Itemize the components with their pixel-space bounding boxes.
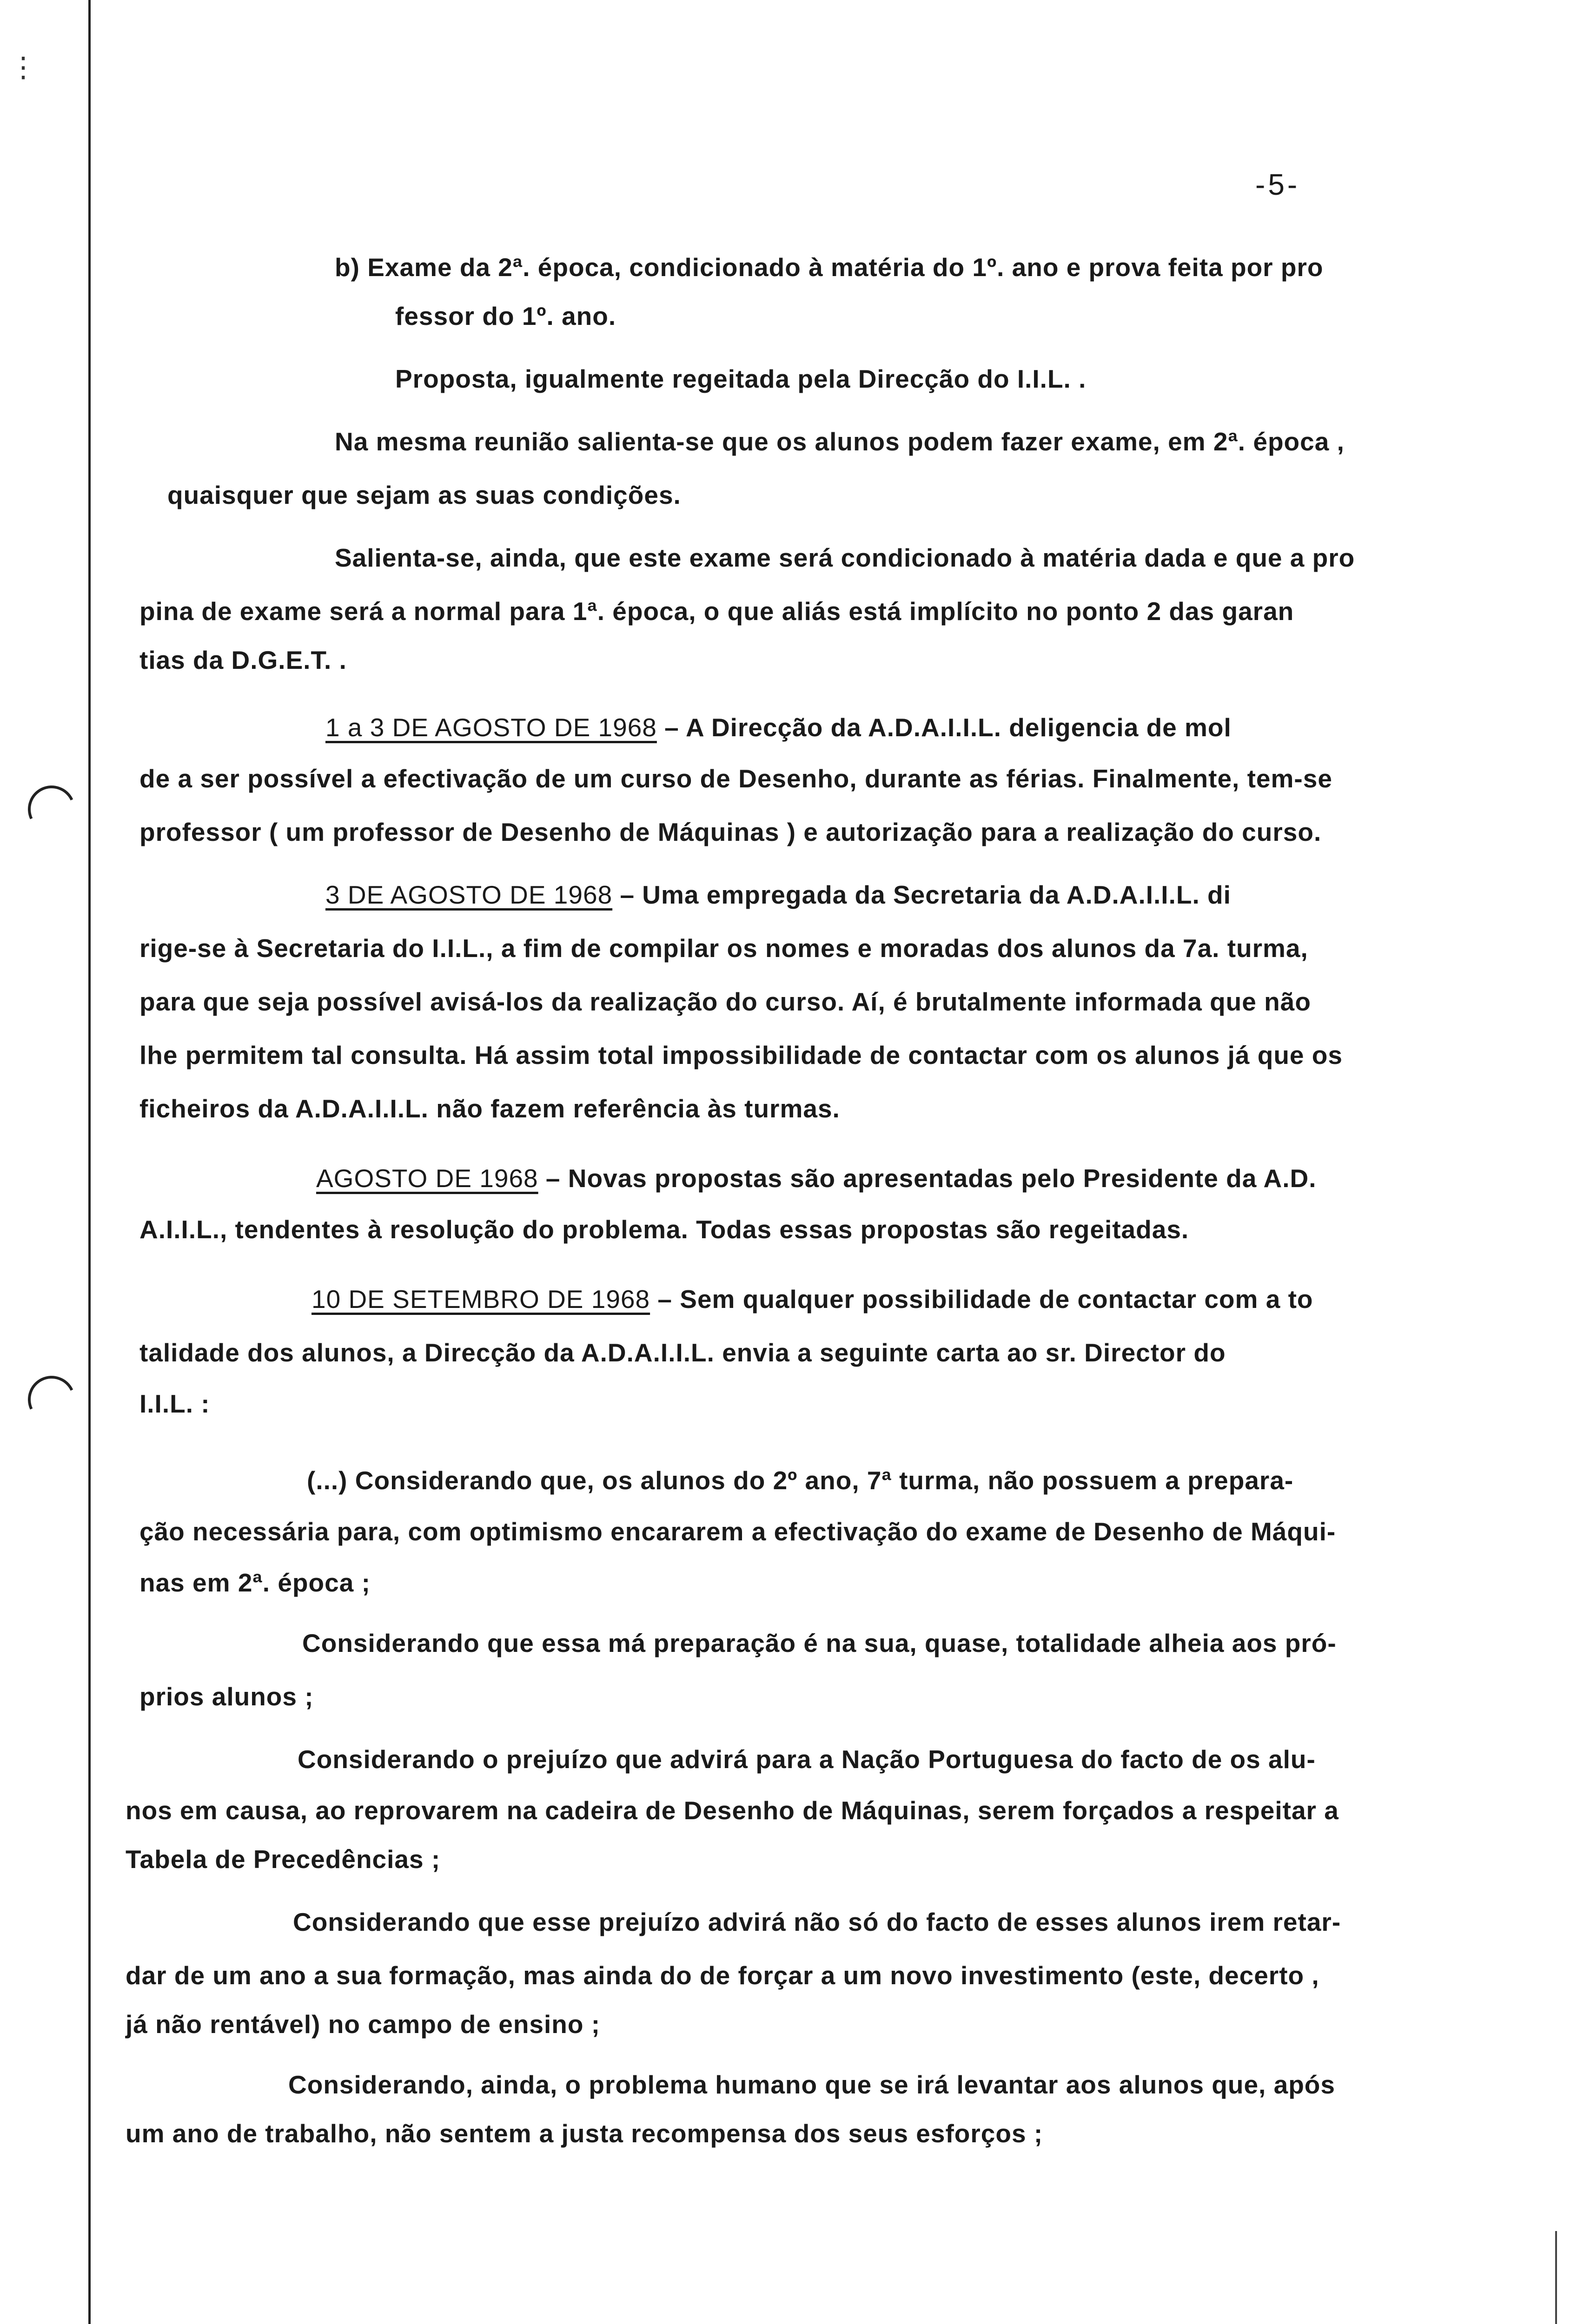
punch-hole-mark bbox=[21, 779, 82, 840]
text-line: Salienta-se, ainda, que este exame será condicionado à matéria dada e que a pro bbox=[335, 543, 1355, 572]
entry-date: AGOSTO DE 1968 bbox=[316, 1164, 538, 1193]
margin-mark: ⋮ bbox=[9, 52, 37, 83]
entry-text: – Sem qualquer possibilidade de contactar com a to bbox=[657, 1285, 1313, 1314]
letter-line: prios alunos ; bbox=[139, 1682, 314, 1711]
text-line: rige-se à Secretaria do I.I.L., a fim de compilar os nomes e moradas dos alunos da 7a. turma, bbox=[139, 934, 1308, 963]
text-line: b) Exame da 2ª. época, condicionado à matéria do 1º. ano e prova feita por pro bbox=[335, 253, 1324, 282]
entry-text: – Uma empregada da Secretaria da A.D.A.I.I.L. di bbox=[620, 880, 1231, 909]
letter-line: Considerando que essa má preparação é na sua, quase, totalidade alheia aos pró- bbox=[302, 1629, 1337, 1657]
letter-line: dar de um ano a sua formação, mas ainda do de forçar a um novo investimento (este, decerto , bbox=[126, 1961, 1319, 1990]
entry-date: 3 DE AGOSTO DE 1968 bbox=[325, 880, 613, 909]
letter-line: Tabela de Precedências ; bbox=[126, 1845, 441, 1874]
text-line: pina de exame será a normal para 1ª. época, o que aliás está implícito no ponto 2 das garan bbox=[139, 597, 1294, 626]
dated-entry-line bbox=[311, 1283, 1313, 1315]
page-number: -5- bbox=[1255, 168, 1300, 201]
entry-date: 1 a 3 DE AGOSTO DE 1968 bbox=[325, 713, 657, 742]
dated-entry-line bbox=[316, 1162, 1317, 1195]
text-line: Proposta, igualmente regeitada pela Direcção do I.I.L. . bbox=[395, 364, 1087, 393]
text-line: A.I.I.L., tendentes à resolução do problema. Todas essas propostas são regeitadas. bbox=[139, 1215, 1189, 1244]
letter-line: nos em causa, ao reprovarem na cadeira de Desenho de Máquinas, serem forçados a respeitar a bbox=[126, 1796, 1339, 1825]
text-line: quaisquer que sejam as suas condições. bbox=[167, 481, 681, 509]
text-line: fessor do 1º. ano. bbox=[395, 302, 616, 330]
text-line: para que seja possível avisá-los da realização do curso. Aí, é brutalmente informada que não bbox=[139, 987, 1311, 1016]
letter-line: Considerando o prejuízo que advirá para a Nação Portuguesa do facto de os alu- bbox=[298, 1745, 1316, 1774]
text-line: tias da D.G.E.T. . bbox=[139, 646, 347, 674]
text-line: Na mesma reunião salienta-se que os alunos podem fazer exame, em 2ª. época , bbox=[335, 427, 1345, 456]
letter-line: (...) Considerando que, os alunos do 2º ano, 7ª turma, não possuem a prepara- bbox=[307, 1466, 1294, 1495]
letter-line: um ano de trabalho, não sentem a justa recompensa dos seus esforços ; bbox=[126, 2119, 1043, 2148]
text-line: de a ser possível a efectivação de um curso de Desenho, durante as férias. Finalmente, tem-se bbox=[139, 764, 1332, 793]
left-margin-rule bbox=[88, 0, 91, 2324]
entry-date: 10 DE SETEMBRO DE 1968 bbox=[311, 1285, 650, 1314]
text-line: lhe permitem tal consulta. Há assim total impossibilidade de contactar com os alunos já que os bbox=[139, 1041, 1343, 1070]
entry-text: – Novas propostas são apresentadas pelo Presidente da A.D. bbox=[545, 1164, 1317, 1193]
dated-entry-line bbox=[325, 878, 1231, 911]
letter-line: nas em 2ª. época ; bbox=[139, 1568, 371, 1597]
letter-line: Considerando que esse prejuízo advirá não só do facto de esses alunos irem retar- bbox=[293, 1908, 1341, 1936]
letter-line: ção necessária para, com optimismo encararem a efectivação do exame de Desenho de Máqui- bbox=[139, 1517, 1336, 1546]
right-edge-rule bbox=[1555, 2231, 1557, 2324]
text-line: professor ( um professor de Desenho de Máquinas ) e autorização para a realização do curso. bbox=[139, 818, 1322, 846]
text-line: ficheiros da A.D.A.I.I.L. não fazem referência às turmas. bbox=[139, 1094, 840, 1123]
text-line: I.I.L. : bbox=[139, 1389, 210, 1418]
dated-entry-line bbox=[325, 711, 1232, 744]
punch-hole-mark bbox=[21, 1369, 82, 1430]
text-line: talidade dos alunos, a Direcção da A.D.A.I.I.L. envia a seguinte carta ao sr. Director do bbox=[139, 1338, 1226, 1367]
entry-text: – A Direcção da A.D.A.I.I.L. deligencia de mol bbox=[664, 713, 1232, 742]
letter-line: já não rentável) no campo de ensino ; bbox=[126, 2010, 601, 2039]
letter-line: Considerando, ainda, o problema humano que se irá levantar aos alunos que, após bbox=[288, 2070, 1335, 2099]
